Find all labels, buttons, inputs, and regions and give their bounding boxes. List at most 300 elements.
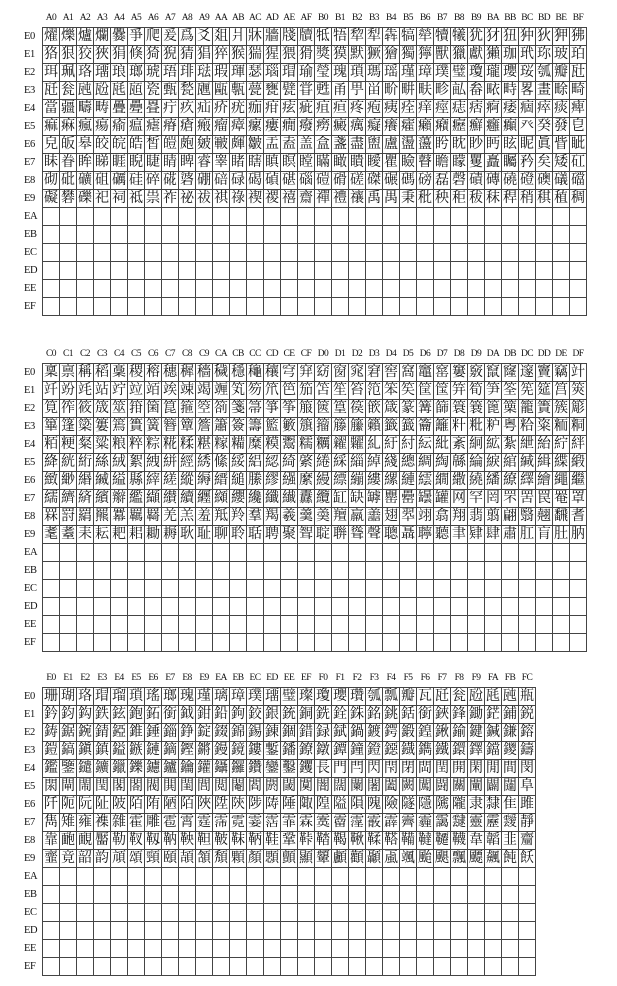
row-label: E5 — [22, 778, 43, 796]
glyph-cell: 畍 — [384, 82, 398, 98]
glyph-cell: 陬 — [299, 796, 313, 812]
glyph-cell — [77, 868, 94, 886]
glyph-cell — [400, 280, 417, 298]
glyph-cell — [570, 562, 587, 580]
glyph-cell — [485, 262, 502, 280]
glyph-cell — [111, 904, 128, 922]
glyph-cell: 齏 — [520, 832, 534, 848]
glyph-cell: 緞 — [571, 454, 585, 470]
glyph-cell: 爬 — [146, 28, 160, 44]
glyph-cell: 獏 — [333, 46, 347, 62]
table-row — [22, 208, 587, 226]
row-label: E6 — [22, 136, 43, 154]
column-header: D7 — [434, 346, 451, 364]
glyph-cell: 甎 — [231, 82, 245, 98]
glyph-cell — [570, 244, 587, 262]
glyph-cell: 霽 — [401, 814, 415, 830]
glyph-cell — [383, 208, 400, 226]
table-row — [22, 82, 587, 100]
glyph-cell: 罧 — [44, 508, 58, 524]
table-row — [22, 436, 587, 454]
glyph-cell — [179, 280, 196, 298]
glyph-cell — [264, 244, 281, 262]
glyph-cell — [264, 958, 281, 976]
column-header: DA — [485, 346, 502, 364]
glyph-cell: 閒 — [486, 760, 500, 776]
glyph-cell: 篩 — [435, 400, 449, 416]
glyph-cell — [468, 244, 485, 262]
glyph-cell — [281, 922, 298, 940]
glyph-cell: 籖 — [401, 418, 415, 434]
glyph-cell: 碯 — [299, 172, 313, 188]
glyph-cell: 雋 — [44, 814, 58, 830]
glyph-cell: 鋪 — [503, 706, 517, 722]
glyph-cell — [332, 262, 349, 280]
glyph-cell — [502, 208, 519, 226]
glyph-cell: 瘰 — [248, 118, 262, 134]
glyph-cell — [264, 262, 281, 280]
glyph-cell: 狄 — [537, 28, 551, 44]
column-header: AF — [298, 10, 315, 28]
glyph-cell — [315, 958, 332, 976]
glyph-cell — [383, 868, 400, 886]
column-header: F2 — [349, 670, 366, 688]
glyph-cell — [553, 598, 570, 616]
glyph-cell: 鋳 — [44, 724, 58, 740]
glyph-cell: 霆 — [197, 814, 211, 830]
glyph-cell: 磆 — [333, 172, 347, 188]
glyph-cell: 粤 — [503, 418, 517, 434]
glyph-cell — [400, 886, 417, 904]
glyph-cell: 筱 — [78, 400, 92, 416]
glyph-cell — [332, 298, 349, 316]
glyph-cell: 瑣 — [129, 688, 143, 704]
glyph-cell: 鎌 — [503, 724, 517, 740]
column-header: AD — [264, 10, 281, 28]
glyph-cell: 牾 — [333, 28, 347, 44]
glyph-cell: 纓 — [231, 490, 245, 506]
glyph-cell — [570, 580, 587, 598]
glyph-cell — [383, 904, 400, 922]
glyph-cell: 綯 — [435, 454, 449, 470]
glyph-cell: 倏 — [129, 46, 143, 62]
glyph-cell — [502, 616, 519, 634]
column-header: B0 — [315, 10, 332, 28]
glyph-cell: 頷 — [197, 850, 211, 866]
glyph-cell: 間 — [503, 760, 517, 776]
table-row — [22, 28, 587, 46]
glyph-cell: 缺 — [350, 490, 364, 506]
glyph-cell: 癪 — [435, 118, 449, 134]
glyph-cell — [196, 544, 213, 562]
glyph-cell: 粭 — [520, 418, 534, 434]
glyph-cell — [417, 940, 434, 958]
glyph-cell — [111, 562, 128, 580]
glyph-cell — [519, 226, 536, 244]
glyph-cell: 霍 — [129, 814, 143, 830]
glyph-cell: 鑞 — [112, 760, 126, 776]
glyph-cell: 繚 — [503, 472, 517, 488]
glyph-cell — [230, 886, 247, 904]
glyph-cell: 緜 — [452, 454, 466, 470]
glyph-cell: 穹 — [282, 364, 296, 380]
glyph-cell: 稻 — [95, 364, 109, 380]
glyph-cell — [536, 634, 553, 652]
glyph-cell — [349, 598, 366, 616]
glyph-cell — [417, 208, 434, 226]
glyph-cell: 珸 — [163, 64, 177, 80]
column-header: E7 — [162, 670, 179, 688]
glyph-cell — [536, 280, 553, 298]
glyph-cell: 瞹 — [367, 154, 381, 170]
glyph-cell — [77, 886, 94, 904]
glyph-cell — [43, 598, 60, 616]
glyph-cell: 銛 — [401, 706, 415, 722]
glyph-cell: 砠 — [95, 172, 109, 188]
glyph-cell — [77, 940, 94, 958]
glyph-cell: 肚 — [554, 526, 568, 542]
glyph-cell — [332, 868, 349, 886]
glyph-cell: 當 — [44, 100, 58, 116]
glyph-cell: 盍 — [282, 136, 296, 152]
glyph-cell: 闌 — [350, 778, 364, 794]
glyph-cell — [94, 298, 111, 316]
column-header: C5 — [128, 346, 145, 364]
glyph-cell: 繃 — [350, 472, 364, 488]
glyph-cell: 疉 — [129, 100, 143, 116]
glyph-cell: 顰 — [316, 850, 330, 866]
glyph-cell: 眞 — [537, 136, 551, 152]
glyph-cell: 糒 — [231, 436, 245, 452]
glyph-cell — [162, 298, 179, 316]
glyph-cell: 禝 — [265, 190, 279, 206]
glyph-cell — [298, 208, 315, 226]
glyph-cell — [77, 208, 94, 226]
glyph-cell: 粱 — [95, 436, 109, 452]
glyph-cell — [77, 298, 94, 316]
glyph-cell — [213, 562, 230, 580]
glyph-cell: 縣 — [129, 472, 143, 488]
glyph-cell: 簟 — [180, 418, 194, 434]
glyph-cell: 隹 — [503, 796, 517, 812]
glyph-cell: 爻 — [197, 28, 211, 44]
glyph-cell: 睫 — [146, 154, 160, 170]
glyph-cell: 闡 — [469, 778, 483, 794]
glyph-cell: 錯 — [299, 724, 313, 740]
glyph-cell: 纒 — [197, 490, 211, 506]
glyph-cell — [366, 208, 383, 226]
glyph-cell: 珎 — [537, 46, 551, 62]
glyph-cell: 磽 — [503, 172, 517, 188]
glyph-cell: 牋 — [282, 28, 296, 44]
glyph-cell: 閭 — [197, 778, 211, 794]
table-row — [22, 634, 587, 652]
glyph-cell — [570, 262, 587, 280]
glyph-cell — [145, 616, 162, 634]
row-label: E1 — [22, 382, 43, 400]
glyph-cell: 紵 — [554, 436, 568, 452]
glyph-cell: 翕 — [435, 508, 449, 524]
glyph-cell: 鞏 — [282, 832, 296, 848]
glyph-cell: 矼 — [571, 154, 585, 170]
column-header: B1 — [332, 10, 349, 28]
glyph-cell — [298, 262, 315, 280]
glyph-cell: 笘 — [316, 382, 330, 398]
glyph-cell: 闍 — [367, 778, 381, 794]
glyph-cell: 礙 — [44, 190, 58, 206]
glyph-cell — [434, 868, 451, 886]
glyph-cell — [264, 298, 281, 316]
glyph-cell: 肓 — [537, 526, 551, 542]
glyph-cell: 瘠 — [163, 118, 177, 134]
glyph-cell — [94, 580, 111, 598]
glyph-cell: 簣 — [129, 418, 143, 434]
glyph-cell — [468, 562, 485, 580]
glyph-cell: 祓 — [197, 190, 211, 206]
glyph-cell — [366, 958, 383, 976]
glyph-cell — [570, 280, 587, 298]
glyph-cell: 絳 — [44, 454, 58, 470]
glyph-cell: 爼 — [214, 28, 228, 44]
glyph-cell: 阮 — [78, 796, 92, 812]
glyph-cell — [230, 922, 247, 940]
glyph-cell: 鏡 — [231, 742, 245, 758]
glyph-cell: 綮 — [299, 454, 313, 470]
glyph-cell — [417, 226, 434, 244]
glyph-cell — [230, 940, 247, 958]
glyph-cell: 禳 — [350, 190, 364, 206]
glyph-cell: 砌 — [44, 172, 58, 188]
glyph-cell: 矗 — [486, 154, 500, 170]
glyph-cell: 竓 — [78, 382, 92, 398]
glyph-cell — [383, 280, 400, 298]
glyph-cell: 飆 — [486, 850, 500, 866]
glyph-cell: 罨 — [554, 490, 568, 506]
glyph-cell: 猾 — [299, 46, 313, 62]
glyph-cell — [43, 922, 60, 940]
glyph-cell: 鐓 — [316, 742, 330, 758]
glyph-cell: 痰 — [554, 100, 568, 116]
glyph-cell: 閣 — [112, 778, 126, 794]
glyph-cell: 笨 — [384, 382, 398, 398]
glyph-cell — [349, 922, 366, 940]
glyph-cell: 飩 — [503, 850, 517, 866]
glyph-cell: 碎 — [146, 172, 160, 188]
glyph-cell: 璢 — [265, 688, 279, 704]
glyph-cell — [366, 922, 383, 940]
glyph-cell: 綟 — [486, 454, 500, 470]
glyph-cell — [94, 544, 111, 562]
glyph-cell — [502, 244, 519, 262]
glyph-cell — [366, 904, 383, 922]
glyph-cell: 瓔 — [503, 64, 517, 80]
glyph-cell: 皀 — [571, 118, 585, 134]
glyph-cell: 穰 — [265, 364, 279, 380]
glyph-cell: 鐚 — [384, 742, 398, 758]
glyph-cell: 鞅 — [180, 832, 194, 848]
glyph-cell: 皖 — [112, 136, 126, 152]
glyph-cell: 珞 — [78, 64, 92, 80]
glyph-cell: 筴 — [571, 382, 585, 398]
glyph-cell — [196, 598, 213, 616]
glyph-cell — [417, 598, 434, 616]
glyph-cell: 稈 — [503, 190, 517, 206]
glyph-cell — [281, 598, 298, 616]
column-header: EC — [247, 670, 264, 688]
column-header: AB — [230, 10, 247, 28]
glyph-cell — [77, 580, 94, 598]
glyph-cell: 縡 — [146, 472, 160, 488]
glyph-cell: 繪 — [537, 472, 551, 488]
glyph-cell: 肆 — [486, 526, 500, 542]
glyph-cell: 譱 — [367, 508, 381, 524]
glyph-cell — [315, 922, 332, 940]
glyph-cell: 顱 — [333, 850, 347, 866]
glyph-cell: 關 — [452, 778, 466, 794]
glyph-cell: 禺 — [384, 190, 398, 206]
glyph-cell — [196, 226, 213, 244]
glyph-cell: 鎔 — [520, 724, 534, 740]
glyph-cell: 韃 — [418, 832, 432, 848]
table-row — [22, 382, 587, 400]
glyph-cell: 疂 — [146, 100, 160, 116]
glyph-cell: 睿 — [197, 154, 211, 170]
glyph-cell: 矮 — [554, 154, 568, 170]
row-label: E2 — [22, 64, 43, 82]
glyph-cell: 鎭 — [78, 742, 92, 758]
glyph-cell: 穽 — [299, 364, 313, 380]
glyph-cell: 鑛 — [95, 760, 109, 776]
column-header: E9 — [196, 670, 213, 688]
glyph-cell — [128, 904, 145, 922]
glyph-cell: 秣 — [486, 190, 500, 206]
glyph-cell — [264, 226, 281, 244]
column-header: E4 — [111, 670, 128, 688]
glyph-cell: 銘 — [367, 706, 381, 722]
glyph-cell: 牘 — [299, 28, 313, 44]
glyph-cell — [434, 886, 451, 904]
glyph-cell — [468, 262, 485, 280]
glyph-cell — [60, 244, 77, 262]
glyph-cell: 盥 — [367, 136, 381, 152]
column-header: BD — [536, 10, 553, 28]
glyph-cell: 磴 — [520, 172, 534, 188]
glyph-cell — [111, 244, 128, 262]
glyph-cell — [366, 886, 383, 904]
glyph-cell: 癶 — [520, 118, 534, 134]
glyph-cell: 粐 — [486, 418, 500, 434]
glyph-cell — [519, 244, 536, 262]
glyph-cell: 礬 — [61, 190, 75, 206]
glyph-cell: 疔 — [163, 100, 177, 116]
glyph-cell — [196, 868, 213, 886]
glyph-cell — [94, 598, 111, 616]
glyph-cell — [298, 922, 315, 940]
glyph-cell: 睚 — [112, 154, 126, 170]
glyph-cell: 緡 — [78, 472, 92, 488]
glyph-cell: 鑾 — [265, 760, 279, 776]
glyph-cell: 籠 — [520, 400, 534, 416]
table-row — [22, 616, 587, 634]
glyph-cell — [349, 868, 366, 886]
glyph-cell — [451, 940, 468, 958]
glyph-cell: 竢 — [163, 382, 177, 398]
glyph-cell — [519, 616, 536, 634]
column-header: F9 — [468, 670, 485, 688]
glyph-cell: 簑 — [452, 400, 466, 416]
row-label: E3 — [22, 418, 43, 436]
glyph-cell: 鞜 — [316, 832, 330, 848]
glyph-cell: 聒 — [248, 526, 262, 542]
glyph-cell: 闃 — [299, 778, 313, 794]
glyph-cell: 鑑 — [44, 760, 58, 776]
glyph-cell: 粹 — [129, 436, 143, 452]
glyph-cell: 睛 — [163, 154, 177, 170]
glyph-cell — [451, 598, 468, 616]
row-label: ED — [22, 598, 43, 616]
glyph-cell — [281, 580, 298, 598]
glyph-cell — [400, 262, 417, 280]
glyph-cell — [451, 280, 468, 298]
glyph-cell — [485, 580, 502, 598]
glyph-cell — [264, 904, 281, 922]
glyph-cell: 瘢 — [197, 118, 211, 134]
glyph-cell: 鍵 — [469, 724, 483, 740]
glyph-cell: 疱 — [367, 100, 381, 116]
glyph-cell: 瘧 — [146, 118, 160, 134]
glyph-cell: 糯 — [299, 436, 313, 452]
column-header: DC — [519, 346, 536, 364]
glyph-cell: 玻 — [554, 46, 568, 62]
glyph-cell — [77, 922, 94, 940]
glyph-cell — [179, 634, 196, 652]
glyph-cell: 簫 — [214, 418, 228, 434]
glyph-cell — [196, 562, 213, 580]
glyph-cell — [298, 616, 315, 634]
row-label: E0 — [22, 364, 43, 382]
glyph-cell — [536, 298, 553, 316]
glyph-cell: 祕 — [180, 190, 194, 206]
glyph-cell — [111, 922, 128, 940]
glyph-cell: 犇 — [384, 28, 398, 44]
glyph-cell — [60, 580, 77, 598]
glyph-cell — [553, 262, 570, 280]
glyph-cell: 筥 — [554, 382, 568, 398]
glyph-cell: 鉤 — [231, 706, 245, 722]
glyph-cell: 粲 — [78, 436, 92, 452]
glyph-cell: 篥 — [503, 400, 517, 416]
glyph-cell: 稷 — [129, 364, 143, 380]
column-header: EF — [298, 670, 315, 688]
glyph-cell — [434, 562, 451, 580]
glyph-cell: 礇 — [537, 172, 551, 188]
glyph-cell: 隴 — [452, 796, 466, 812]
glyph-cell — [43, 208, 60, 226]
glyph-cell: 瞻 — [435, 154, 449, 170]
glyph-cell: 站 — [95, 382, 109, 398]
glyph-cell: 瑤 — [146, 688, 160, 704]
glyph-cell: 聿 — [452, 526, 466, 542]
glyph-cell — [60, 562, 77, 580]
table-row — [22, 172, 587, 190]
column-header: F3 — [366, 670, 383, 688]
glyph-cell: 砒 — [61, 172, 75, 188]
glyph-cell: 瑟 — [248, 64, 262, 80]
glyph-cell: 閨 — [180, 778, 194, 794]
table-row — [22, 580, 587, 598]
glyph-cell — [281, 244, 298, 262]
glyph-cell: 瑯 — [129, 64, 143, 80]
